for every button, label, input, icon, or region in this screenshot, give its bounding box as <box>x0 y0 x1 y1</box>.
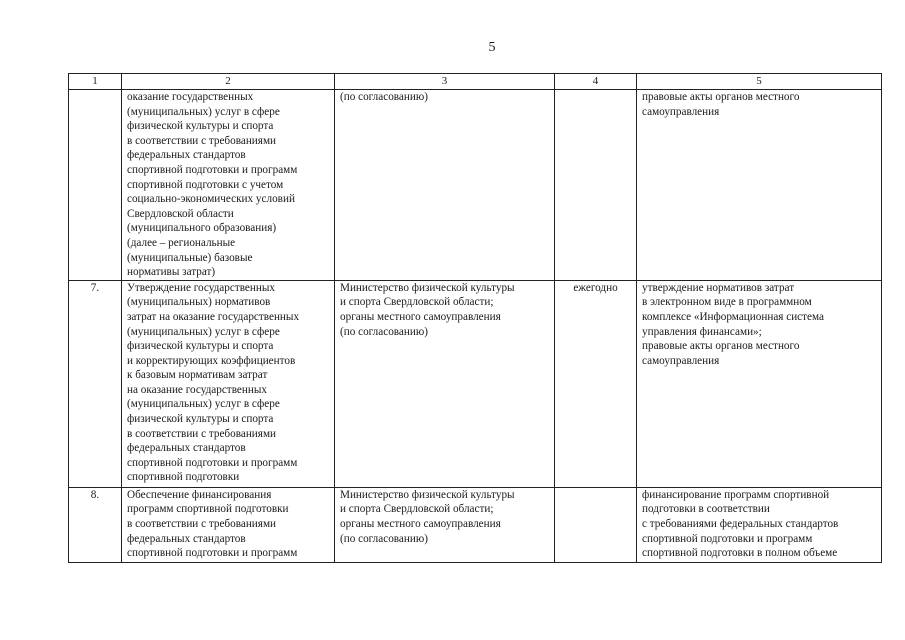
cell-text-line: спортивной подготовки и программ <box>127 456 298 469</box>
cell-text-line: спортивной подготовки и программ <box>642 532 813 545</box>
cell-text-line: в соответствии с требованиями <box>127 517 277 530</box>
cell-text-line: (по согласованию) <box>340 532 428 545</box>
column-header-5: 5 <box>637 74 882 90</box>
row-number: 7. <box>69 280 122 487</box>
cell-text-line: физической культуры и спорта <box>127 120 274 133</box>
cell-text-line: спортивной подготовки в полном объеме <box>642 547 838 560</box>
cell-text-line: (муниципальных) услуг в сфере <box>127 105 280 118</box>
cell-text-line: и спорта Свердловской области; <box>340 296 494 309</box>
executor-cell <box>335 487 555 562</box>
cell-text-line: нормативы затрат) <box>127 266 216 279</box>
period-cell <box>555 487 637 562</box>
cell-text-line: социально-экономических условий <box>127 193 295 206</box>
executor-cell <box>335 280 555 487</box>
cell-text-line: и корректирующих коэффициентов <box>127 354 296 367</box>
result-cell <box>637 487 882 562</box>
column-header-2: 2 <box>122 74 335 90</box>
period-cell <box>555 90 637 281</box>
period-cell: ежегодно <box>555 280 637 487</box>
cell-text-line: спортивной подготовки и программ <box>127 163 298 176</box>
cell-text-line: (муниципальных) нормативов <box>127 296 271 309</box>
cell-text-line: (муниципальных) услуг в сфере <box>127 325 280 338</box>
cell-text-line: физической культуры и спорта <box>127 340 274 353</box>
cell-text-line: (муниципальные) базовые <box>127 251 253 264</box>
cell-text-line: (далее – региональные <box>127 236 236 249</box>
cell-text-line: самоуправления <box>642 105 720 118</box>
table-row <box>69 90 882 281</box>
cell-text-line: в электронном виде в программном <box>642 296 812 309</box>
row-number: 8. <box>69 487 122 562</box>
cell-text-line: в соответствии с требованиями <box>127 134 277 147</box>
cell-text-line: Министерство физической культуры <box>340 488 515 501</box>
cell-text-line: на оказание государственных <box>127 383 267 396</box>
result-cell <box>637 90 882 281</box>
cell-text-line: программ спортивной подготовки <box>127 503 289 516</box>
cell-text-line: управления финансами»; <box>642 325 762 338</box>
cell-text-line: (муниципальных) услуг в сфере <box>127 398 280 411</box>
cell-text-line: (по согласованию) <box>340 325 428 338</box>
measure-cell <box>122 90 335 281</box>
cell-text-line: федеральных стандартов <box>127 442 246 455</box>
measure-cell <box>122 487 335 562</box>
cell-text-line: федеральных стандартов <box>127 149 246 162</box>
cell-text-line: Утверждение государственных <box>127 281 275 294</box>
cell-text-line: Свердловской области <box>127 207 234 220</box>
cell-text-line: спортивной подготовки <box>127 471 240 484</box>
cell-text-line: финансирование программ спортивной <box>642 488 830 501</box>
cell-text-line: самоуправления <box>642 354 720 367</box>
cell-text-line: органы местного самоуправления <box>340 517 501 530</box>
cell-text-line: Министерство физической культуры <box>340 281 515 294</box>
cell-text-line: к базовым нормативам затрат <box>127 369 268 382</box>
cell-text-line: федеральных стандартов <box>127 532 246 545</box>
cell-text-line: (муниципального образования) <box>127 222 277 235</box>
cell-text-line: физической культуры и спорта <box>127 413 274 426</box>
cell-text-line: комплексе «Информационная система <box>642 310 824 323</box>
page-number: 5 <box>488 40 496 55</box>
cell-text-line: с требованиями федеральных стандартов <box>642 517 839 530</box>
column-header-4: 4 <box>555 74 637 90</box>
cell-text-line: правовые акты органов местного <box>642 340 800 353</box>
table-row <box>69 487 882 562</box>
row-number <box>69 90 122 281</box>
executor-cell <box>335 90 555 281</box>
cell-text-line: затрат на оказание государственных <box>127 310 300 323</box>
cell-text-line: спортивной подготовки и программ <box>127 547 298 560</box>
cell-text-line: подготовки в соответствии <box>642 503 770 516</box>
cell-text-line: правовые акты органов местного <box>642 91 800 103</box>
cell-text-line: в соответствии с требованиями <box>127 427 277 440</box>
cell-text-line: органы местного самоуправления <box>340 310 501 323</box>
cell-text-line: спортивной подготовки с учетом <box>127 178 284 191</box>
cell-text-line: и спорта Свердловской области; <box>340 503 494 516</box>
cell-text-line: Обеспечение финансирования <box>127 488 272 501</box>
cell-text-line: оказание государственных <box>127 91 254 103</box>
table-header-row <box>69 74 882 90</box>
measure-cell <box>122 280 335 487</box>
result-cell <box>637 280 882 487</box>
cell-text-line: утверждение нормативов затрат <box>642 281 795 294</box>
table-row <box>69 280 882 487</box>
plan-table <box>68 73 882 563</box>
column-header-1: 1 <box>69 74 122 90</box>
cell-text-line: (по согласованию) <box>340 91 428 103</box>
column-header-3: 3 <box>335 74 555 90</box>
